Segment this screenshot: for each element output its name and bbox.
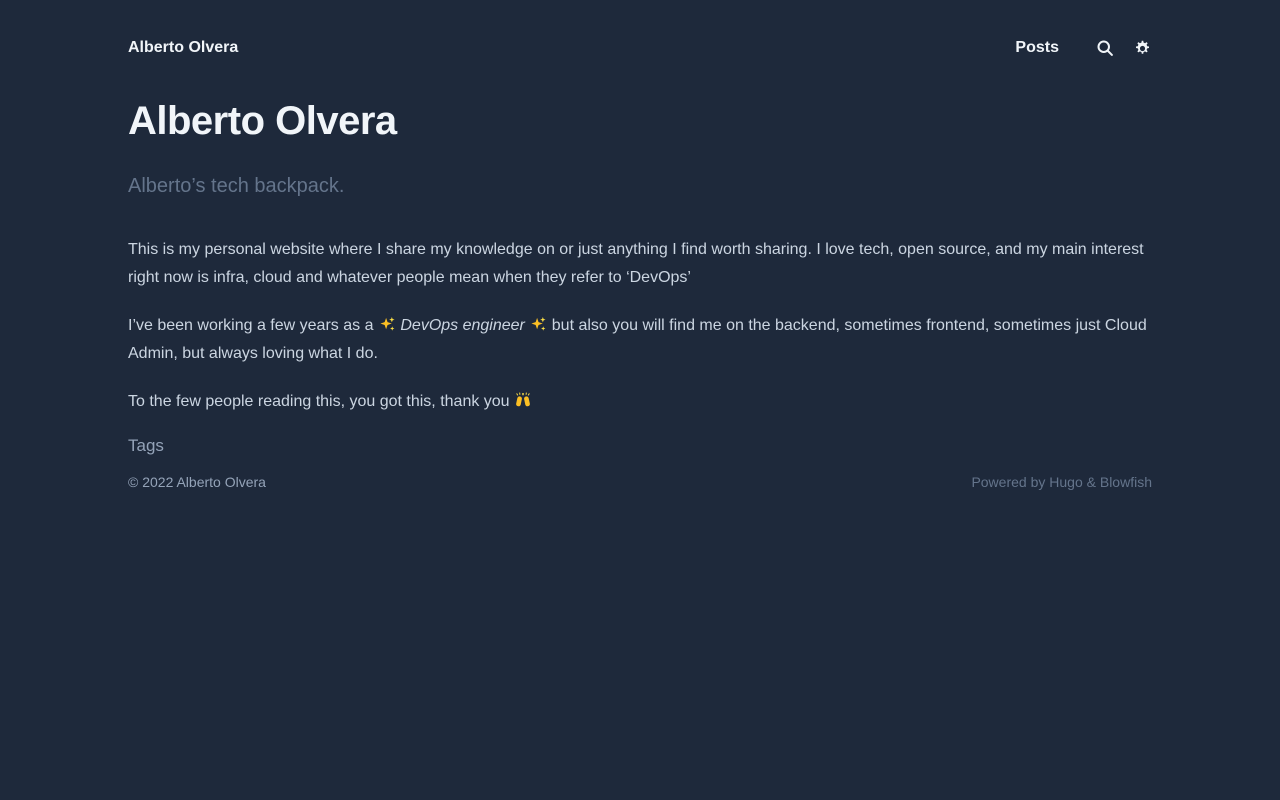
main-content	[128, 98, 1152, 416]
sparkles-emoji	[529, 315, 547, 333]
page-footer	[128, 436, 1152, 530]
paragraph	[128, 236, 1152, 292]
powered-by-separator: &	[1082, 474, 1100, 490]
raised-hands-emoji	[514, 391, 532, 409]
sparkles-emoji	[378, 315, 396, 333]
text-run: This is my personal website where I share my knowledge on or just anything I find worth sharing. I love tech, open source, and my main interest right now is infra, cloud and whatever people mean when they refer to ‘DevOps’	[128, 241, 1144, 286]
page-container	[128, 0, 1152, 530]
paragraph	[128, 388, 1152, 416]
footer-row	[128, 474, 1152, 490]
tags-link[interactable]: Tags	[128, 436, 164, 455]
hugo-link[interactable]: Hugo	[1049, 474, 1083, 490]
search-icon[interactable]	[1095, 38, 1115, 58]
paragraph	[128, 312, 1152, 368]
nav-right	[1015, 38, 1152, 58]
appearance-gear-icon[interactable]	[1132, 38, 1152, 58]
powered-by-prefix: Powered by	[971, 474, 1050, 490]
nav-icons	[1095, 38, 1152, 58]
text-run: To the few people reading this, you got this, thank you	[128, 393, 515, 410]
site-subtitle: Alberto’s tech backpack.	[128, 175, 345, 197]
copyright-text: © 2022 Alberto Olvera	[128, 474, 266, 490]
text-run: but also you will find me on the backend, sometimes frontend, sometimes just Cloud Admin, but always loving what I do.	[128, 317, 1147, 362]
blowfish-link[interactable]: Blowfish	[1099, 474, 1152, 490]
text-run: I’ve been working a few years as a	[128, 317, 378, 334]
site-title-link[interactable]: Alberto Olvera	[128, 39, 239, 56]
emphasized-text: DevOps engineer	[400, 317, 525, 334]
page-title: Alberto Olvera	[128, 99, 397, 143]
powered-by-text	[971, 474, 1152, 490]
content	[128, 236, 1152, 416]
nav-link-posts[interactable]: Posts	[1015, 39, 1059, 56]
top-nav	[128, 0, 1152, 58]
